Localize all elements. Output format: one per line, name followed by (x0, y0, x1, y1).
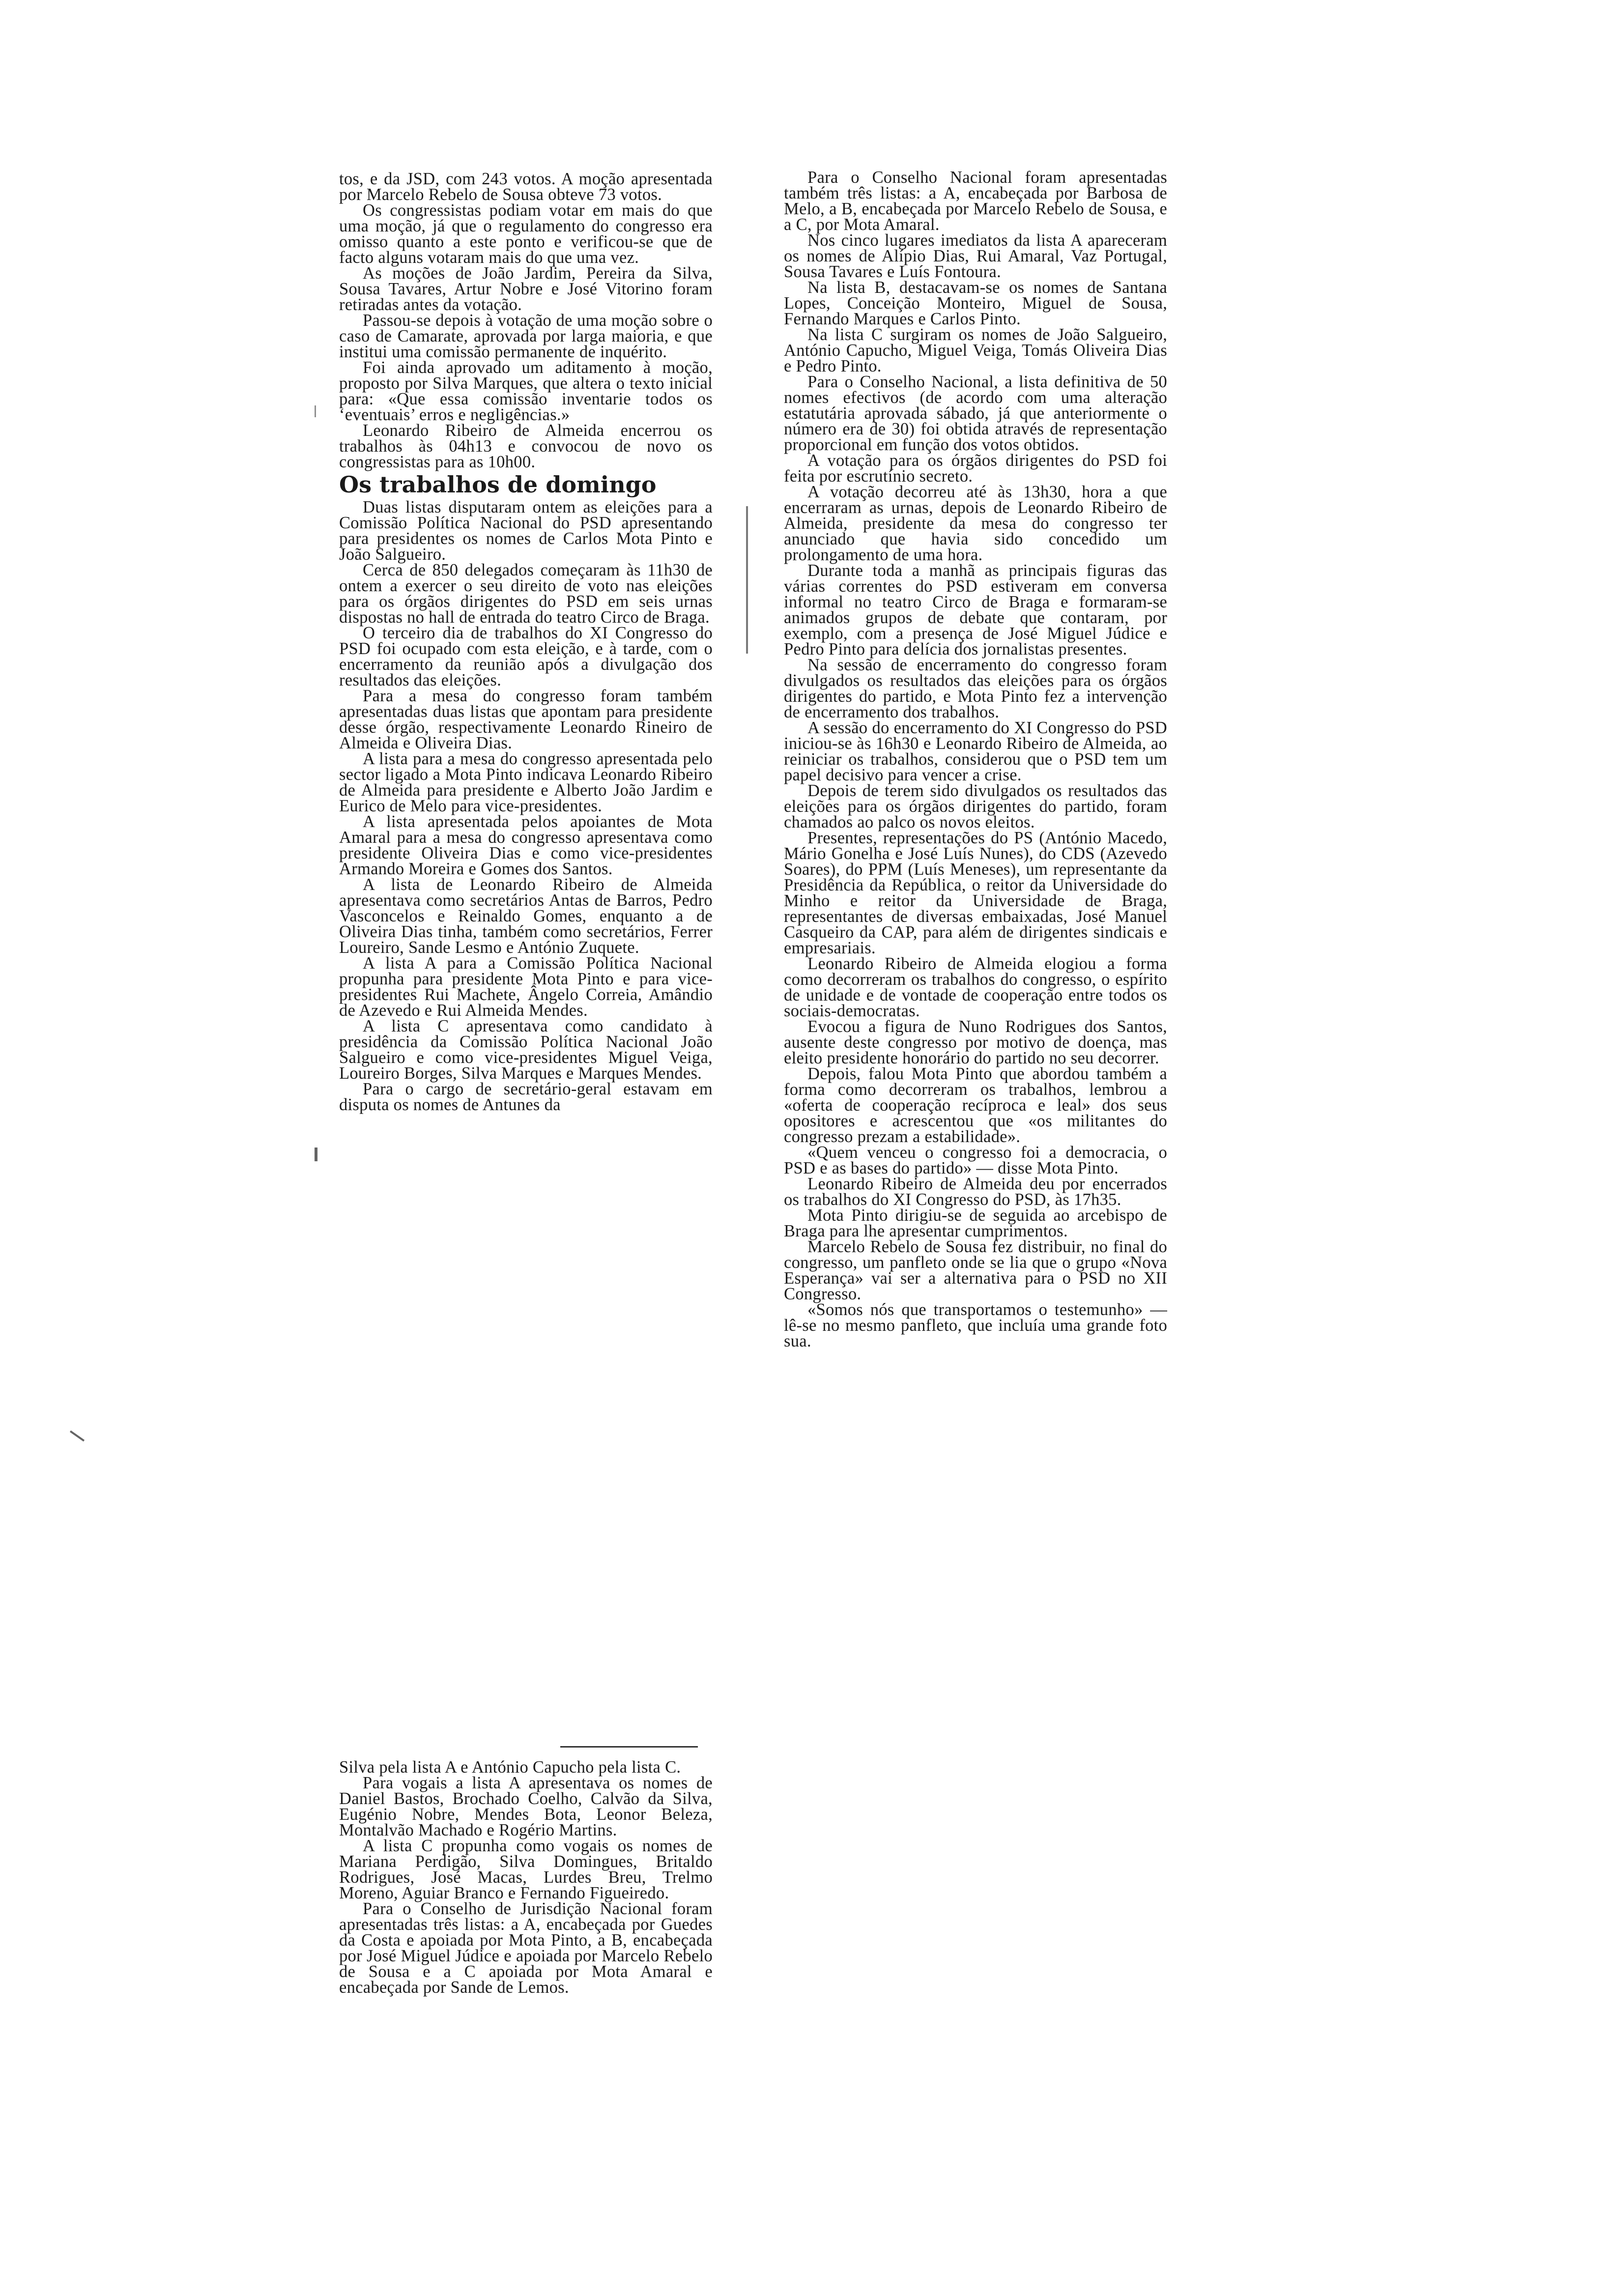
scan-mark (746, 506, 748, 654)
left-column-bottom (339, 1759, 713, 1995)
paragraph: «Somos nós que transportamos o testemunho» — lê-se no mesmo panfleto, que incluía uma grande foto sua. (784, 1300, 1167, 1350)
paragraph: Durante toda a manhã as principais figuras das várias correntes do PSD estiveram em conversa informal no teatro Circo de Braga e formaram-se animados grupos de debate que contaram, por exemplo, com a presença de José Miguel Júdice e Pedro Pinto para delícia dos jornalistas presentes. (784, 561, 1167, 659)
paragraph: Na lista C surgiram os nomes de João Salgueiro, António Capucho, Miguel Veiga, Tomás Oliveira Dias e Pedro Pinto. (784, 325, 1167, 375)
paragraph: Para vogais a lista A apresentava os nomes de Daniel Bastos, Brochado Coelho, Calvão da Silva, Eugénio Nobre, Mendes Bota, Leonor Beleza, Montalvão Machado e Rogério Martins. (339, 1774, 713, 1839)
paragraph: Leonardo Ribeiro de Almeida elogiou a forma como decorreram os trabalhos do congresso, o espírito de unidade e de vontade de cooperação entre todos os sociais-democratas. (784, 954, 1167, 1020)
paragraph: Nos cinco lugares imediatos da lista A apareceram os nomes de Alípio Dias, Rui Amaral, Vaz Portugal, Sousa Tavares e Luís Fontoura. (784, 231, 1167, 281)
scan-mark (70, 1431, 85, 1442)
paragraph: A votação para os órgãos dirigentes do PSD foi feita por escrutínio secreto. (784, 451, 1167, 486)
paragraph: Silva pela lista A e António Capucho pela lista C. (339, 1758, 681, 1777)
paragraph: A lista C apresentava como candidato à presidência da Comissão Política Nacional João Salgueiro e como vice-presidentes Miguel Veiga, Loureiro Borges, Silva Marques e Marques Mendes. (339, 1017, 713, 1083)
paragraph: Na lista B, destacavam-se os nomes de Santana Lopes, Conceição Monteiro, Miguel de Sousa, Fernando Marques e Carlos Pinto. (784, 278, 1167, 328)
paragraph: tos, e da JSD, com 243 votos. A moção apresentada por Marcelo Rebelo de Sousa obteve 73 votos. (339, 170, 713, 204)
scan-mark (315, 405, 316, 417)
paragraph: Para o Conselho Nacional foram apresentadas também três listas: a A, encabeçada por Barbosa de Melo, a B, encabeçada por Marcelo Rebelo de Sousa, e a C, por Mota Amaral. (784, 168, 1167, 234)
paragraph: A lista apresentada pelos apoiantes de Mota Amaral para a mesa do congresso apresentava como presidente Oliveira Dias e como vice-presidentes Armando Moreira e Gomes dos Santos. (339, 812, 713, 878)
paragraph: A votação decorreu até às 13h30, hora a que encerraram as urnas, depois de Leonardo Ribeiro de Almeida, presidente da mesa do congresso ter anunciado que havia sido concedido um prolongamento de uma hora. (784, 483, 1167, 564)
paragraph: Mota Pinto dirigiu-se de seguida ao arcebispo de Braga para lhe apresentar cumprimentos. (784, 1206, 1167, 1240)
paragraph: Para o cargo de secretário-geral estavam em disputa os nomes de Antunes da (339, 1080, 713, 1114)
paragraph: A lista A para a Comissão Política Nacional propunha para presidente Mota Pinto e para vice-presidentes Rui Machete, Ângelo Correia, Amândio de Azevedo e Rui Almeida Mendes. (339, 954, 713, 1020)
paragraph: As moções de João Jardim, Pereira da Silva, Sousa Tavares, Artur Nobre e José Vitorino foram retiradas antes da votação. (339, 264, 713, 314)
paragraph: Depois de terem sido divulgados os resultados das eleições para os órgãos dirigentes do partido, foram chamados ao palco os novos eleitos. (784, 781, 1167, 832)
paragraph: Para a mesa do congresso foram também apresentadas duas listas que apontam para presidente desse órgão, respectivamente Leonardo Rineiro de Almeida e Oliveira Dias. (339, 687, 713, 752)
paragraph: «Quem venceu o congresso foi a democracia, o PSD e as bases do partido» — disse Mota Pinto. (784, 1143, 1167, 1177)
right-column (784, 170, 1167, 1349)
paragraph: Na sessão de encerramento do congresso foram divulgados os resultados das eleições para os órgãos dirigentes do partido, e Mota Pinto fez a intervenção de encerramento dos trabalhos. (784, 656, 1167, 721)
paragraph: Leonardo Ribeiro de Almeida deu por encerrados os trabalhos do XI Congresso do PSD, às 17h35. (784, 1175, 1167, 1209)
paragraph: Passou-se depois à votação de uma moção sobre o caso de Camarate, aprovada por larga maioria, e que institui uma comissão permanente de inquérito. (339, 311, 713, 361)
paragraph: O terceiro dia de trabalhos do XI Congresso do PSD foi ocupado com esta eleição, e à tarde, com o encerramento da reunião após a divulgação dos resultados das eleições. (339, 624, 713, 689)
paragraph: Presentes, representações do PS (António Macedo, Mário Gonelha e José Luís Nunes), do CDS (Azevedo Soares), do PPM (Luís Meneses), um representante da Presidência da República, o reitor da Universidade do Minho e reitor da Universidade de Braga, representantes de diversas embaixadas, José Manuel Casqueiro da CAP, para além de dirigentes sindicais e empresariais. (784, 829, 1167, 957)
paragraph: Os congressistas podiam votar em mais do que uma moção, já que o regulamento do congresso era omisso quanto a este ponto e verificou-se que de facto alguns votaram mais do que uma vez. (339, 201, 713, 267)
paragraph: Leonardo Ribeiro de Almeida encerrou os trabalhos às 04h13 e convocou de novo os congressistas para as 10h00. (339, 421, 713, 471)
paragraph: Depois, falou Mota Pinto que abordou também a forma como decorreram os trabalhos, lembrou a «oferta de cooperação recíproca e leal» dos seus opositores e acrescentou que «os militantes do congresso prezam a estabilidade». (784, 1064, 1167, 1146)
paragraph: A lista para a mesa do congresso apresentada pelo sector ligado a Mota Pinto indicava Leonardo Ribeiro de Almeida para presidente e Alberto João Jardim e Eurico de Melo para vice-presidentes. (339, 749, 713, 815)
paragraph: Para o Conselho de Jurisdição Nacional foram apresentadas três listas: a A, encabeçada por Guedes da Costa e apoiada por Mota Pinto, a B, encabeçada por José Miguel Júdice e apoiada por Marcelo Rebelo de Sousa e a C apoiada por Mota Amaral e encabeçada por Sande de Lemos. (339, 1899, 713, 1997)
paragraph: Cerca de 850 delegados começaram às 11h30 de ontem a exercer o seu direito de voto nas eleições para os órgãos dirigentes do PSD em seis urnas dispostas no hall de entrada do teatro Circo de Braga. (339, 561, 713, 627)
paragraph: Evocou a figura de Nuno Rodrigues dos Santos, ausente deste congresso por motivo de doença, mas eleito presidente honorário do partido no seu decorrer. (784, 1017, 1167, 1067)
paragraph: Duas listas disputaram ontem as eleições para a Comissão Política Nacional do PSD apresentando para presidentes os nomes de Carlos Mota Pinto e João Salgueiro. (339, 498, 713, 564)
paragraph: A sessão do encerramento do XI Congresso do PSD iniciou-se às 16h30 e Leonardo Ribeiro de Almeida, ao reiniciar os trabalhos, considerou que o PSD tem um papel decisivo para vencer a crise. (784, 718, 1167, 784)
paragraph: Foi ainda aprovado um aditamento à moção, proposto por Silva Marques, que altera o texto inicial para: «Que essa comissão inventarie todos os ‘eventuais’ erros e negligências.» (339, 358, 713, 424)
paragraph: A lista C propunha como vogais os nomes de Mariana Perdigão, Silva Domingues, Britaldo Rodrigues, José Macas, Lurdes Breu, Trelmo Moreno, Aguiar Branco e Fernando Figueiredo. (339, 1837, 713, 1902)
scan-mark (315, 1148, 317, 1161)
section-heading: Os trabalhos de domingo (339, 471, 657, 498)
left-column (339, 171, 713, 1113)
paragraph: Para o Conselho Nacional, a lista definitiva de 50 nomes efectivos (de acordo com uma alteração estatutária aprovada sábado, já que anteriormente o número era de 30) foi obtida através de representação proporcional em função dos votos obtidos. (784, 373, 1167, 454)
paragraph: Marcelo Rebelo de Sousa fez distribuir, no final do congresso, um panfleto onde se lia que o grupo «Nova Esperança» vai ser a alternativa para o PSD no XII Congresso. (784, 1237, 1167, 1303)
column-break-rule (560, 1746, 698, 1748)
paragraph: A lista de Leonardo Ribeiro de Almeida apresentava como secretários Antas de Barros, Pedro Vasconcelos e Reinaldo Gomes, enquanto a de Oliveira Dias tinha, também como secretários, Ferrer Loureiro, Sande Lesmo e António Zuquete. (339, 875, 713, 957)
